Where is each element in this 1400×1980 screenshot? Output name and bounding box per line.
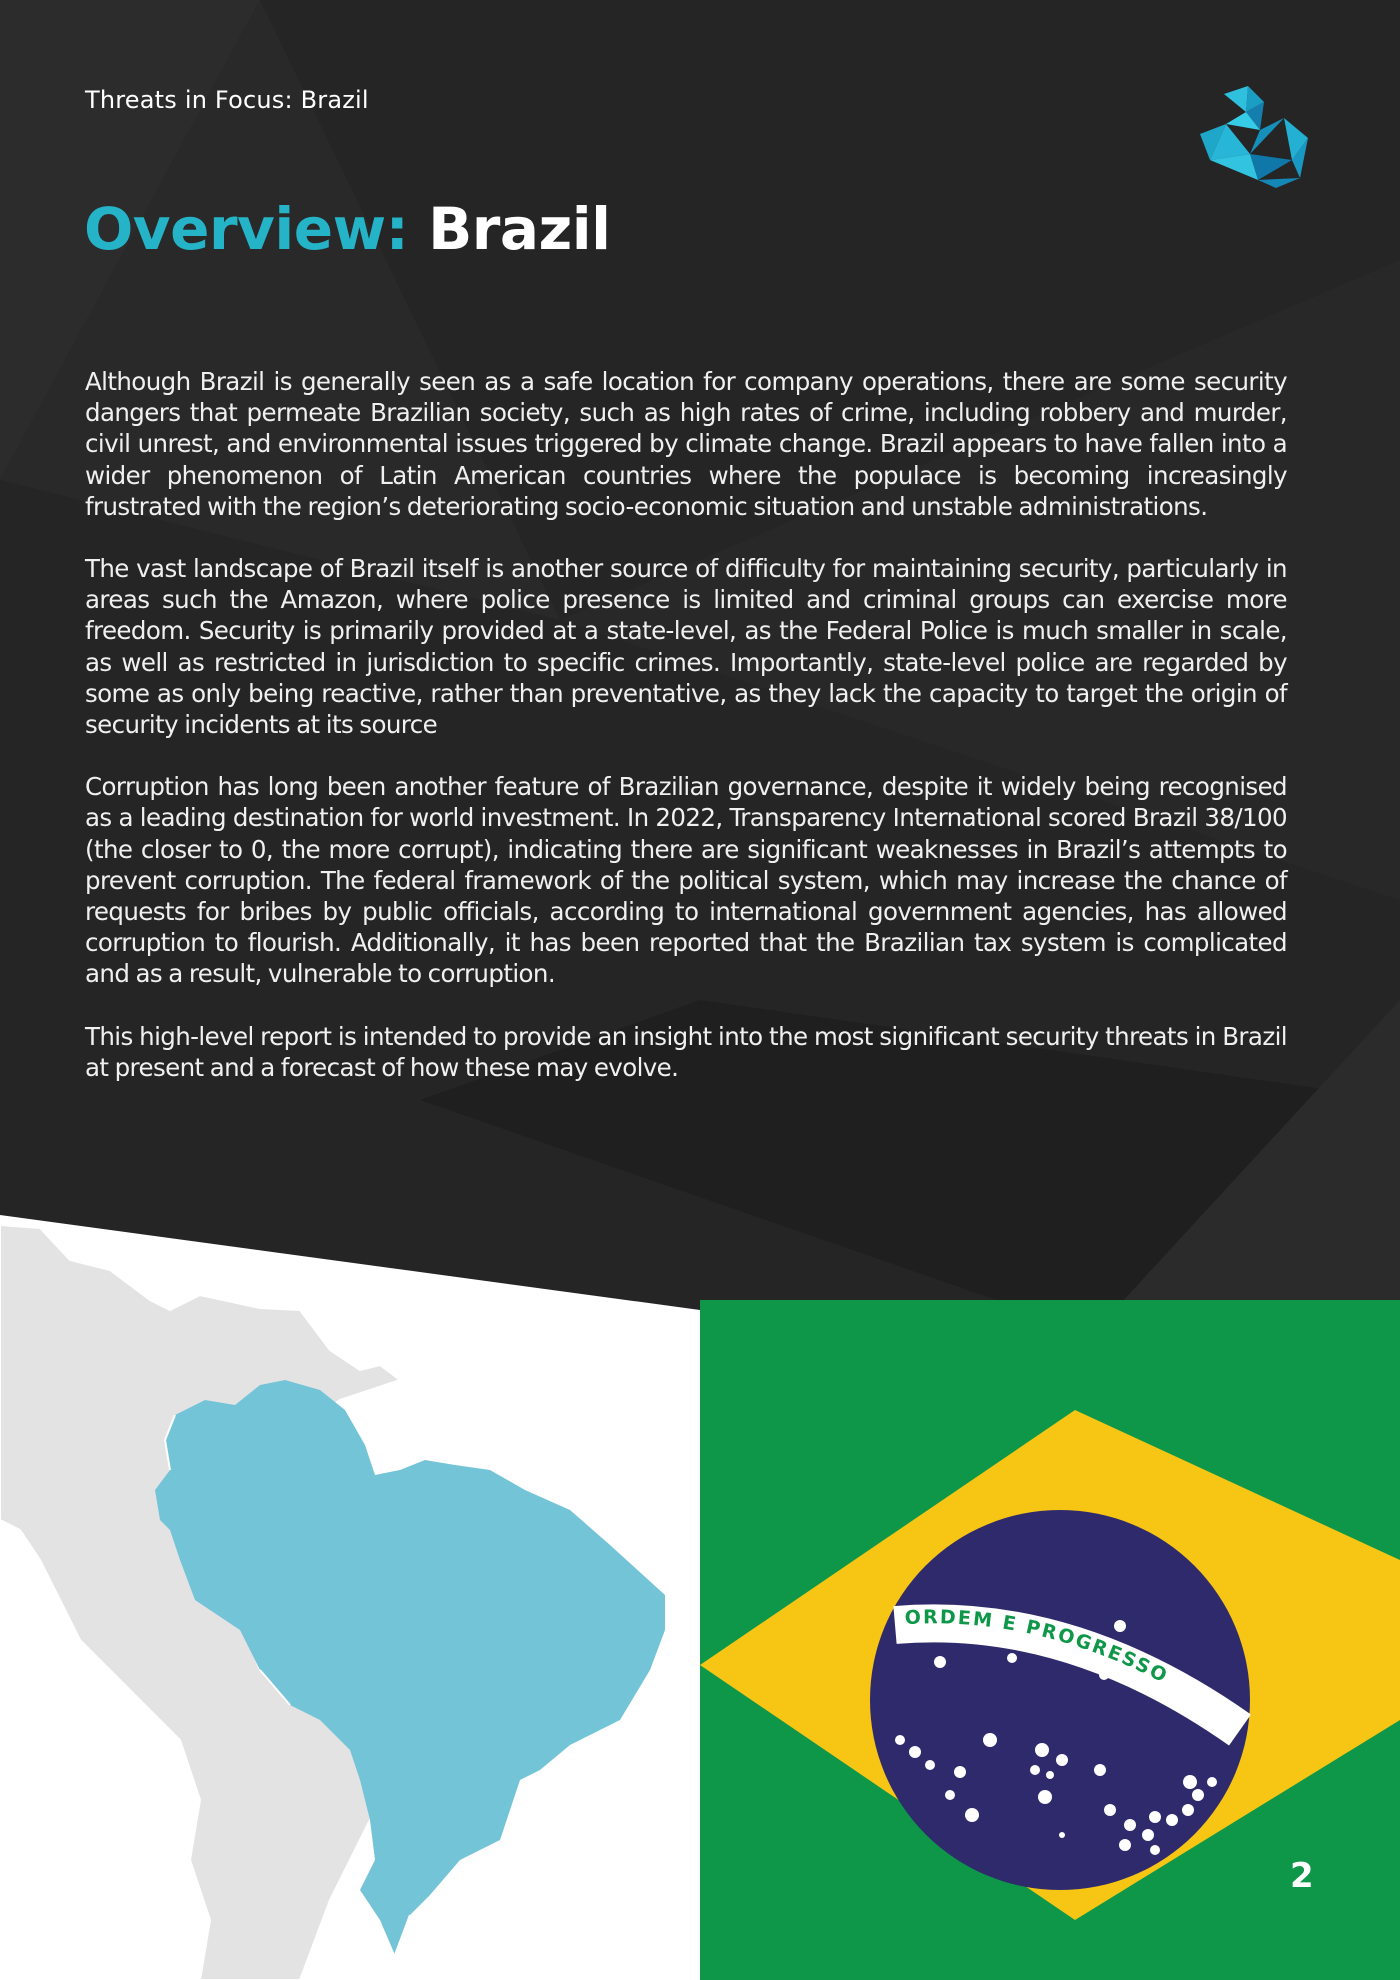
title-main: Brazil (428, 195, 611, 263)
brand-logo-icon (1196, 82, 1316, 192)
running-header: Threats in Focus: Brazil (85, 86, 369, 114)
paragraph: Corruption has long been another feature of Brazilian governance, despite it widely being recognised as a leading destination for world investment. In 2022, Transparency International scored Brazil 38/100 (the closer to 0, the more corrupt), indicating there are significant weaknesses in Brazil’s attempts to prevent corruption. The federal framework of the political system, which may increase the chance of requests for bribes by public officials, according to international government agencies, has allowed corruption to flourish. Additionally, it has been reported that the Brazilian tax system is complicated and as a result, vulnerable to corruption. (85, 772, 1287, 989)
page-number: 2 (1290, 1856, 1314, 1896)
paragraph: This high-level report is intended to provide an insight into the most significant security threats in Brazil at present and a forecast of how these may evolve. (85, 1021, 1287, 1082)
page-title (84, 195, 611, 263)
body-text (85, 366, 1287, 1114)
paragraph: The vast landscape of Brazil itself is another source of difficulty for maintaining security, particularly in areas such the Amazon, where police presence is limited and criminal groups can exercise more freedom. Security is primarily provided at a state-level, as the Federal Police is much smaller in scale, as well as restricted in jurisdiction to specific crimes. Importantly, state-level police are regarded by some as only being reactive, rather than preventative, as they lack the capacity to target the origin of security incidents at its source (85, 554, 1287, 740)
flag-motto: ORDEM E PROGRESSO (904, 1606, 1172, 1688)
paragraph: Although Brazil is generally seen as a safe location for company operations, there are some security dangers that permeate Brazilian society, such as high rates of crime, including robbery and murder, civil unrest, and environmental issues triggered by climate change. Brazil appears to have fallen into a wider phenomenon of Latin American countries where the populace is becoming increasingly frustrated with the region’s deteriorating socio-economic situation and unstable administrations. (85, 367, 1287, 521)
south-america-map (0, 1200, 700, 1980)
title-accent: Overview: (84, 195, 409, 263)
